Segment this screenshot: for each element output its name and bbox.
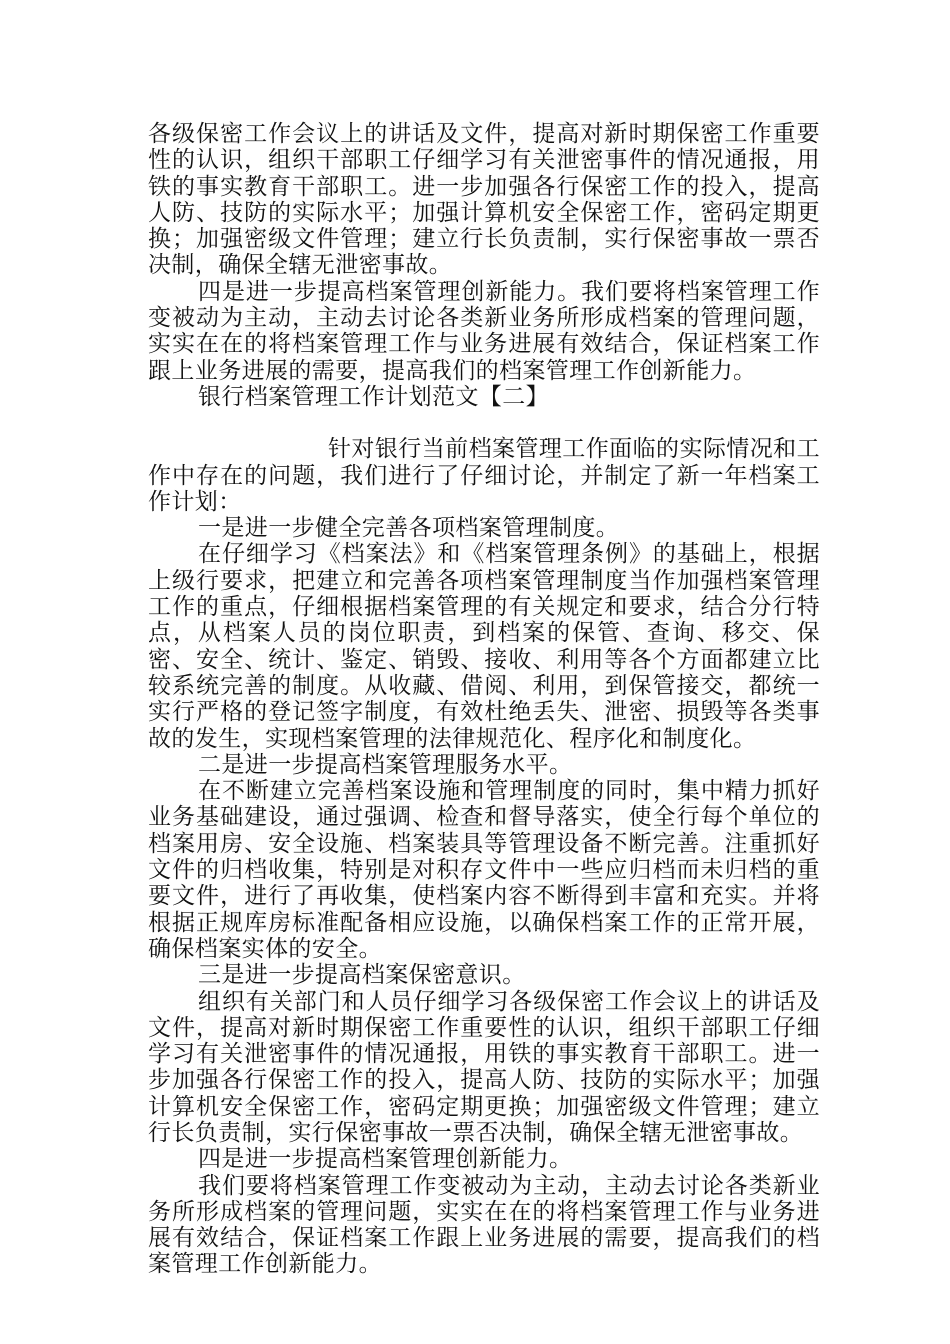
paragraph-innovation-summary: 四是进一步提高档案管理创新能力。我们要将档案管理工作变被动为主动，主动去讨论各类新业务所形成档案的管理问题，实实在在的将档案管理工作与业务进展有效结合，保证档案工作跟上业务进展的需要，提高我们的档案管理工作创新能力。 bbox=[148, 278, 820, 384]
item-body-3: 组织有关部门和人员仔细学习各级保密工作会议上的讲话及文件，提高对新时期保密工作重要性的认识，组织干部职工仔细学习有关泄密事件的情况通报，用铁的事实教育干部职工。进一步加强各行保密工作的投入，提高人防、技防的实际水平；加强计算机安全保密工作，密码定期更换；加强密级文件管理；建立行长负责制，实行保密事故一票否决制，确保全辖无泄密事故。 bbox=[148, 988, 820, 1146]
item-heading-1: 一是进一步健全完善各项档案管理制度。 bbox=[198, 515, 620, 542]
item-body-1: 在仔细学习《档案法》和《档案管理条例》的基础上，根据上级行要求，把建立和完善各项档案管理制度当作加强档案管理工作的重点，仔细根据档案管理的有关规定和要求，结合分行特点，从档案人员的岗位职责，到档案的保管、查询、移交、保密、安全、统计、鉴定、销毁、接收、利用等各个方面都建立比较系统完善的制度。从收藏、借阅、利用，到保管接交，都统一实行严格的登记签字制度，有效杜绝丢失、泄密、损毁等各类事故的发生，实现档案管理的法律规范化、程序化和制度化。 bbox=[148, 541, 820, 752]
paragraph-intro: 针对银行当前档案管理工作面临的实际情况和工作中存在的问题，我们进行了仔细讨论，并制定了新一年档案工作计划： bbox=[148, 436, 820, 515]
item-body-4: 我们要将档案管理工作变被动为主动，主动去讨论各类新业务所形成档案的管理问题，实实在在的将档案管理工作与业务进展有效结合，保证档案工作跟上业务进展的需要，提高我们的档案管理工作创新能力。 bbox=[148, 1172, 820, 1278]
item-heading-2: 二是进一步提高档案管理服务水平。 bbox=[198, 751, 573, 778]
item-heading-3: 三是进一步提高档案保密意识。 bbox=[198, 962, 526, 989]
document-body bbox=[148, 121, 820, 1278]
paragraph-continuation: 各级保密工作会议上的讲话及文件，提高对新时期保密工作重要性的认识，组织干部职工仔细学习有关泄密事件的情况通报，用铁的事实教育干部职工。进一步加强各行保密工作的投入，提高人防、技防的实际水平；加强计算机安全保密工作，密码定期更换；加强密级文件管理；建立行长负责制，实行保密事故一票否决制，确保全辖无泄密事故。 bbox=[148, 121, 820, 279]
section-heading: 银行档案管理工作计划范文【二】 bbox=[198, 383, 549, 410]
blank-line bbox=[148, 410, 820, 436]
item-heading-4: 四是进一步提高档案管理创新能力。 bbox=[198, 1146, 573, 1173]
item-body-2: 在不断建立完善档案设施和管理制度的同时，集中精力抓好业务基础建设，通过强调、检查和督导落实，使全行每个单位的档案用房、安全设施、档案装具等管理设备不断完善。注重抓好文件的归档收集，特别是对积存文件中一些应归档而未归档的重要文件，进行了再收集，使档案内容不断得到丰富和充实。并将根据正规库房标准配备相应设施，以确保档案工作的正常开展，确保档案实体的安全。 bbox=[148, 778, 820, 962]
